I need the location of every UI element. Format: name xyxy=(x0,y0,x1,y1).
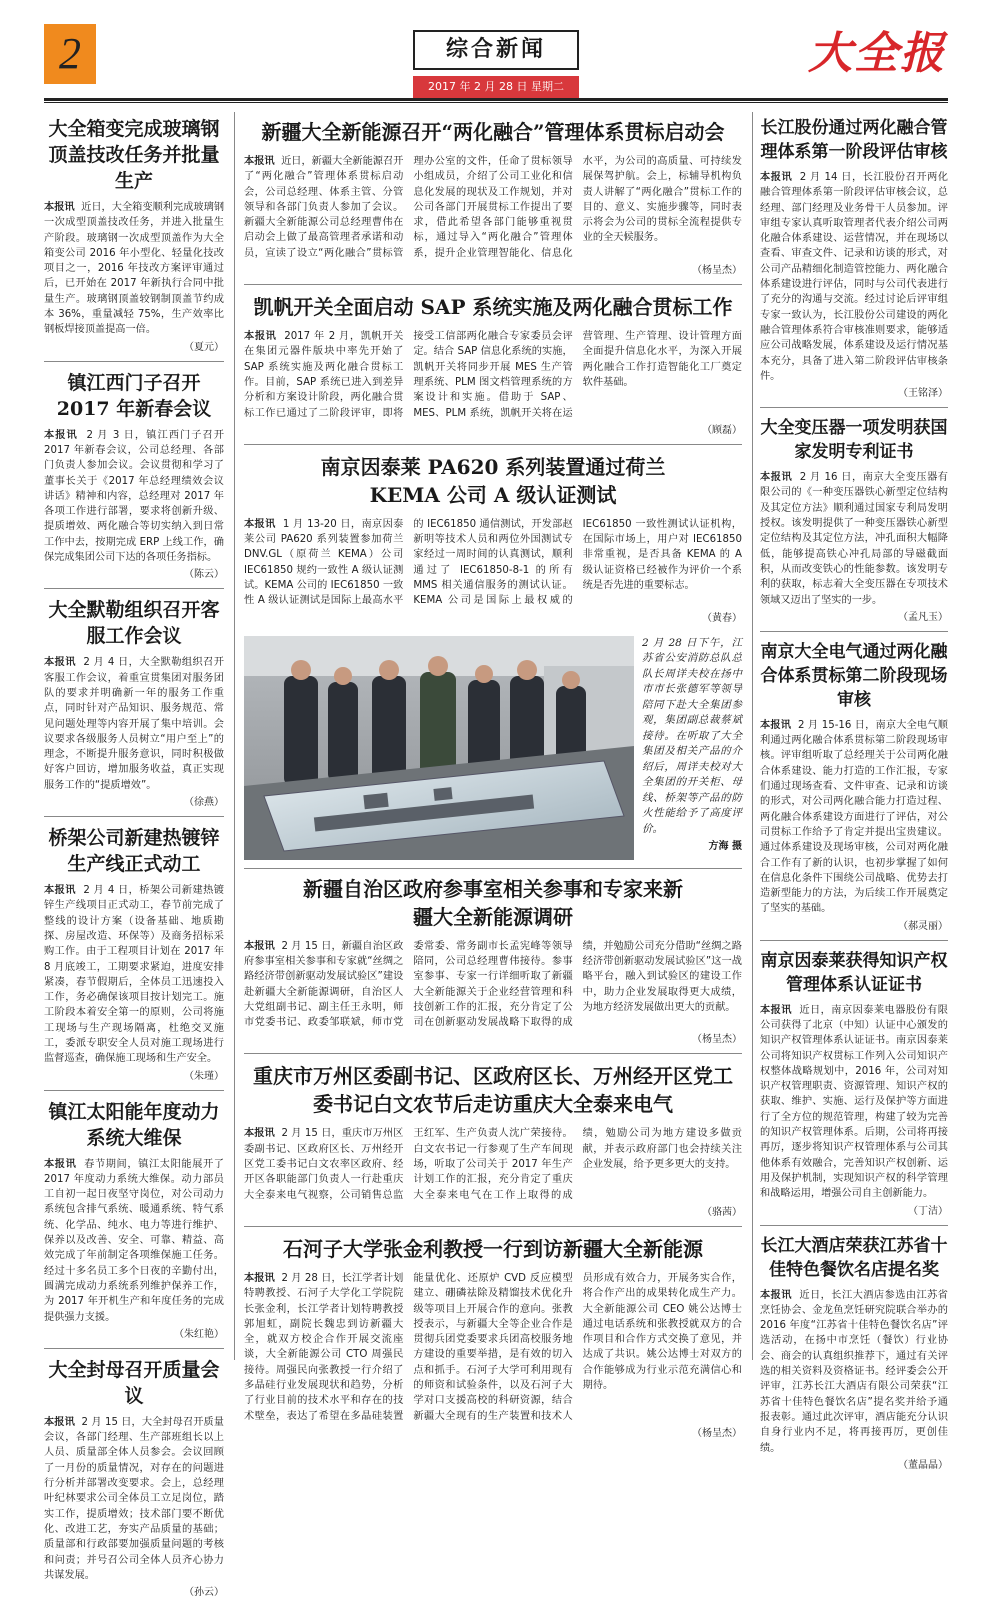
headline: 石河子大学张金利教授一行到访新疆大全新能源 xyxy=(283,1236,703,1261)
divider xyxy=(44,588,224,589)
article-body: 本报讯 近日，大全箱变顺利完成玻璃钢一次成型顶盖技改任务，并进入批量生产阶段。玻璃钢一次成型顶盖作为大全箱变公司 2016 年小型化、轻量化技改项目之一，2016 年技改方案评审通过后，已开始在 2017 年新执行合同中批量生产。玻璃钢顶盖较钢制顶盖节约成本 36%，重量减轻 75%，生产效率比钢板焊接顶盖提高一倍。 xyxy=(44,202,225,336)
news-photo xyxy=(244,636,634,860)
article-body: 本报讯 春节期间，镇江太阳能展开了 2017 年度动力系统大维保。动力部员工自初一起日夜坚守岗位，对公司动力系统包含排气系统、暖通系统、特气系统、化学品、纯水、电力等进行维护、保养以及改善、安全、可靠、精益、高效完成了年前制定各项维保施工任务。经过十多名员工多个日夜的辛勤付出，圆满完成动力系统系列维护保养工作，为 2017 年开机生产和年度任务的完成提供强力支援。 xyxy=(44,1158,224,1323)
divider xyxy=(760,1225,948,1226)
column-divider-right xyxy=(752,112,753,1360)
headline: 南京因泰莱获得知识产权管理体系认证证书 xyxy=(760,950,948,995)
author: （董晶晶） xyxy=(898,1459,948,1471)
headline: 大全箱变完成玻璃钢顶盖技改任务并批量生产 xyxy=(48,118,220,192)
divider xyxy=(244,868,742,869)
author: （夏元） xyxy=(184,341,224,353)
header-rule xyxy=(44,98,948,101)
article-body: 本报讯 2 月 3 日，镇江西门子召开 2017 年新春会议，公司总经理、各部门负责人参加会议。会议贯彻和学习了董事长关于《2017 年总经理绩效会议讲话》精神和内容，总经理对 2017 年各项工作进行部署，要求将创新升级、提质增效、两化融合等切实纳入到日常工作中去，按期完成 ERP 上线工作，确保完成集团公司下达的各项任务指标。 xyxy=(44,429,224,564)
article xyxy=(244,293,742,436)
header-rule-thin xyxy=(44,102,948,103)
page-number: 2 xyxy=(44,24,96,84)
article-body: 本报讯 2017 年 2 月，凯帆开关在集团元器件版块中率先开始了 SAP 系统实施及两化融合贯标工作。目前，SAP 系统已进入到差异分析和方案设计阶段，两化融合贯标工作已通过了二阶段评审，即将接受工信部两化融合专家委员会评定。结合 SAP 信息化系统的实施，凯帆开关将同步开展 MES 生产管理系统、PLM 图文档管理系统的方案设计和实施。借助于 SAP、MES、PLM 系统，凯帆开关将在运营管理、生产管理、设计管理方面全面提升信息化水平，为深入开展两化融合工作打造智能化工厂奠定软件基础。 xyxy=(244,331,742,419)
article-body: 本报讯 近日，南京因泰莱电器股份有限公司获得了北京（中知）认证中心颁发的知识产权管理体系认证证书。南京因泰莱公司将知识产权贯标工作列入公司知识产权整体战略规划中，2016 年，公司对知识产权管理职责、资源管理、知识产权的获取、维护、实施、运行及保护等方面进行了全方位的规范管理，构建了较为完善的知识产权管理体系。后期，公司将再接再厉，逐步将知识产权管理体系与公司其他体系有效融合，完善知识产权创新、运用及保护机制，实现知识产权的科学管理和战略运用，增强公司自主创新能力。 xyxy=(760,1004,948,1200)
center-column xyxy=(244,116,742,1439)
article xyxy=(244,1062,742,1217)
headline: 重庆市万州区委副书记、区政府区长、万州经开区党工委书记白文农节后走访重庆大全泰来电气 xyxy=(253,1064,733,1117)
headline: 镇江太阳能年度动力系统大维保 xyxy=(48,1100,220,1149)
headline: 新疆自治区政府参事室相关参事和专家来新疆大全新能源调研 xyxy=(303,876,683,929)
divider xyxy=(244,1053,742,1054)
article-body: 本报讯 2 月 15-16 日，南京大全电气顺利通过两化融合体系贯标第二阶段现场审核。评审组听取了总经理关于公司两化融合体系建设、能力打造的工作汇报，专家们通过现场查看、文件审查、记录和访谈的形式，对公司两化融合能力打造过程、两化融合体系建设方面进行了评估，对公司贯标工作给予了肯定并提出宝贵建议。通过体系建设及现场审核，公司对两化融合工作有了新的认识，也初步掌握了如何在信息化条件下围绕公司战略、优势去打造新型能力的方法，为后续工作开展奠定了坚实的基础。 xyxy=(760,719,948,915)
headline: 长江股份通过两化融合管理体系第一阶段评估审核 xyxy=(760,118,948,162)
photo-block xyxy=(244,636,742,860)
headline: 大全变压器一项发明获国家发明专利证书 xyxy=(760,418,948,463)
article xyxy=(44,1099,224,1340)
article xyxy=(244,875,742,1046)
right-column xyxy=(760,116,948,1471)
headline: 凯帆开关全面启动 SAP 系统实施及两化融合贯标工作 xyxy=(253,295,733,320)
article xyxy=(44,825,224,1082)
article xyxy=(760,949,948,1217)
photo-caption: 2 月 28 日下午，江苏省公安消防总队总队长周详夫校在扬中市市长张德军等领导陪同下赴大全集团参观，集团副总裁蔡斌接待。在听取了大全集团及相关产品的介绍后，周详夫校对大全集团的开关柜、母线、桥架等产品的防火性能给予了高度评价。 xyxy=(642,636,742,835)
divider xyxy=(244,284,742,285)
article-body: 本报讯 近日，新疆大全新能源召开了“两化融合”管理体系贯标启动会，公司总经理、体系主管、分管领导和各部门负责人参加了会议。新疆大全新能源公司总经理曹伟在启动会上做了最高管理者承诺和动员，宣读了设立“两化融合”贯标管理办公室的文件，任命了贯标领导小组成员，介绍了公司工业化和信息化发展的现状及工作规划，并对公司各部门开展贯标工作提出了要求，借此希望各部门能够重视贯标，通过导入“两化融合”管理体系，提升企业管理智能化、信息化水平，为公司的高质量、可持续发展保驾护航。会上，标辅导机构负责人讲解了“两化融合”贯标工作的目的、意义、实施步骤等，同时表示将会为公司的贯标全流程提供专业的全天候服务。 xyxy=(244,156,742,259)
article xyxy=(244,453,742,624)
divider xyxy=(44,361,224,362)
issue-date: 2017 年 2 月 28 日 星期二 xyxy=(413,76,579,98)
article-body: 本报讯 2 月 28 日，长江学者计划特聘教授、石河子大学化工学院院长张金利，长江学者计划特聘教授郭旭虹，副院长魏忠到访新疆大全，就双方校企合作开展交流座谈，大全新能源公司 CTO 周强民接待。周强民向张教授一行介绍了多晶硅行业发展现状和趋势，分析了行业目前的技术水平和存在的技术壁垒，表达了希望在多晶硅装置能量优化、还原炉 CVD 反应模型建立、硼磷祛除及精馏技术优化升级等项目上开展合作的意向。张教授表示，与新疆大全等企业合作是贯彻兵团党委要求兵团高校服务地方建设的重要举措，是有效的切入点和抓手。石河子大学可利用现有的师资和试验条件，以及石河子大学对口支援高校的科研资源，结合新疆大全现有的生产装置和技术人员形成有效合力，开展务实合作，将合作产出的成果转化成生产力。大全新能源公司 CEO 姚公达博士通过电话系统和张教授就双方的合作项目和合作方式交换了意见，并达成了共识。姚公达博士对双方的合作能够成为行业示范充满信心和期待。 xyxy=(244,1272,742,1422)
article-body: 本报讯 2 月 15 日，大全封母召开质量会议，各部门经理、生产部班组长以上人员、质量部全体人员参会。会议回顾了一月份的质量情况，对存在的问题进行分析并部署改变要求。会上，总经理叶纪林要求公司全体员工立足岗位，踏实工作，提质增效；技术部门要不断优化、改进工艺，夯实产品质量的基础；质量部和行政部要加强质量问题的考核和问责；并号召公司全体人员齐心协力共谋发展。 xyxy=(44,1416,224,1581)
column-divider-left xyxy=(234,112,235,1360)
article xyxy=(244,118,742,276)
author: （骆茜） xyxy=(702,1206,742,1218)
author: （徐燕） xyxy=(184,797,224,809)
headline: 镇江西门子召开2017 年新春会议 xyxy=(56,371,212,420)
section-title: 综合新闻 xyxy=(413,30,579,70)
article xyxy=(44,370,224,581)
author: （孟凡玉） xyxy=(898,611,948,623)
photographer: 方海 摄 xyxy=(708,841,742,853)
divider xyxy=(760,407,948,408)
article xyxy=(760,416,948,623)
article xyxy=(44,597,224,808)
divider xyxy=(244,444,742,445)
left-column xyxy=(44,116,224,1598)
author: （杨呈杰） xyxy=(692,265,742,277)
author: （黄春） xyxy=(702,612,742,624)
author: （郝灵丽） xyxy=(898,920,948,932)
article-body: 本报讯 2 月 14 日，长江股份召开两化融合管理体系第一阶段评估审核会议，总经理、部门经理及业务骨干人员参加。评审组专家认真听取管理者代表介绍公司两化融合体系建设、运营情况，并在现场以查看、审查文件、记录和访谈的形式，对公司产品精细化制造管控能力、两化融合体系建设进行评估，同时与公司代表进行了充分的沟通与交流。经过讨论后评审组专家一致认为，长江股份公司建设的两化融合管理体系符合审核准则要求，能够适应公司战略发展，体系建设及运行情况基本充分，具备了进入第二阶段评估审核条件。 xyxy=(760,172,948,382)
divider xyxy=(44,816,224,817)
author: （朱红艳） xyxy=(174,1328,224,1340)
article-body: 本报讯 2 月 16 日，南京大全变压器有限公司的《一种变压器铁心新型定位结构及其定位方法》顺利通过国家专利局发明授权。该发明提供了一种变压器铁心新型定位结构及其定位方法，冲孔面积大幅降低，能够提高铁心冲孔局部的导磁截面积，从而改变铁心的性能参数。该发明专利的获取，标志着大全变压器在专项技术领域又迈出了坚实的一步。 xyxy=(760,472,948,606)
article xyxy=(44,116,224,353)
headline: 大全默勒组织召开客服工作会议 xyxy=(48,599,220,648)
author: （顾磊） xyxy=(702,424,742,436)
headline: 长江大酒店荣获江苏省十佳特色餐饮名店提名奖 xyxy=(760,1235,948,1280)
divider xyxy=(44,1090,224,1091)
article xyxy=(760,640,948,932)
exhibition-photo-icon xyxy=(244,636,634,860)
author: （杨呈杰） xyxy=(692,1034,742,1046)
article-body: 本报讯 2 月 4 日，桥架公司新建热镀锌生产线项目正式动工，春节前完成了整线的设计方案（设备基础、地质勘探、房屋改造、环保等）及商务招标采购工作。由于工程项目计划在 2017 年 8 月底竣工，工期要求紧迫，进度安排紧凑，春节假期后，全体员工迅速投入工作，务必确保该项目按计划完工。施工阶段本着安全第一的原则，公司将施工现场与生产现场隔离，杜绝交叉施工，委派专职安全人员对施工现场进行监督巡查，确保施工现场和生产安全。 xyxy=(44,885,224,1065)
author: （朱瑾） xyxy=(184,1070,224,1082)
article-body: 本报讯 2 月 15 日，新疆自治区政府参事室相关参事和专家就“丝绸之路经济带创新驱动发展试验区”建设赴新疆大全新能源调研，自治区人大党组副书记、副主任王永明，师市党委书记、政委邹联斌，师市党委常委、常务副市长孟宪峰等领导陪同，公司总经理曹伟接待。参事室参事、专家一行详细听取了新疆大全新能源关于企业经营管理和科技创新工作的汇报，充分肯定了公司在创新驱动发展战略下取得的成绩，并勉励公司充分借助“丝绸之路经济带创新驱动发展试验区”这一战略平台，融入到试验区的建设工作中，助力企业发展取得更大成绩，为地方经济发展做出更大的贡献。 xyxy=(244,940,742,1029)
article-body: 本报讯 近日，长江大酒店参选由江苏省烹饪协会、金龙鱼烹饪研究院联合举办的 2016 年度“江苏省十佳特色餐饮名店”评选活动，在扬中市烹饪（餐饮）行业协会、商会的认真组织推荐下，通过有关评选的相关资料及资格证书。经评委会公开评审，江苏长江大酒店有限公司荣获“江苏省十佳特色餐饮名店”提名奖并给予通报表彰。通过此次评审，酒店能充分认识自身行业内不足，将再接再厉，更创佳绩。 xyxy=(760,1289,948,1454)
article-body: 本报讯 1 月 13-20 日，南京因泰莱公司 PA620 系列装置参加荷兰 DNV.GL（原荷兰 KEMA）公司 IEC61850 规约一致性 A 级认证测试。KEMA 公司的 IEC61850 一致性 A 级认证测试是国际上最高水平的 IEC61850 通信测试，开发部赵新明等技术人员和两位外国测试专家经过一周时间的认真测试，顺利通过了 IEC61850-8-1 的所有 MMS 相关通信服务的测试认证。KEMA 公司是国际上最权威的 IEC61850 一致性测试认证机构，在国际市场上，用户对 IEC61850 非常重视，是否具备 KEMA 的 A 级认证资格已经被作为评价一个系统是否先进的重要标志。 xyxy=(244,518,742,607)
author: （王铭泽） xyxy=(898,388,948,400)
headline: 大全封母召开质量会议 xyxy=(48,1358,220,1407)
article xyxy=(244,1235,742,1439)
divider xyxy=(44,1348,224,1349)
photo-caption-block xyxy=(642,636,742,860)
divider xyxy=(760,940,948,941)
article-body: 本报讯 2 月 15 日，重庆市万州区委副书记、区政府区长、万州经开区党工委书记白文农率区政府、经开区各职能部门负责人一行赴重庆大全泰来电气视察，公司销售总监王红军、生产负责人沈广荣接待。白文农书记一行参观了生产车间现场，听取了公司关于 2017 年生产计划工作的汇报，充分肯定了重庆大全泰来电气在工作上取得的成绩，勉励公司为地方建设多做贡献，并表示政府部门也会持续关注企业发展，给予更多更大的支持。 xyxy=(244,1128,742,1201)
headline: 新疆大全新能源召开“两化融合”管理体系贯标启动会 xyxy=(261,120,725,144)
author: （丁洁） xyxy=(908,1205,948,1217)
headline: 南京因泰莱 PA620 系列装置通过荷兰 KEMA 公司 A 级认证测试 xyxy=(320,454,666,507)
article xyxy=(44,1357,224,1598)
author: （杨呈杰） xyxy=(692,1427,742,1439)
author: （陈云） xyxy=(184,569,224,581)
divider xyxy=(244,1226,742,1227)
article xyxy=(760,1234,948,1471)
headline: 南京大全电气通过两化融合体系贯标第二阶段现场审核 xyxy=(760,641,948,710)
newspaper-logo: 大全报 xyxy=(808,28,946,79)
article xyxy=(760,116,948,399)
headline: 桥架公司新建热镀锌生产线正式动工 xyxy=(48,827,220,876)
article-body: 本报讯 2 月 4 日，大全默勒组织召开客服工作会议，着重宣贯集团对服务团队的要求并明确新一年的服务工作重点，同时针对产品知识、服务规范、常见问题处理等内容开展了集中培训。会议要求各级服务人员树立“用户至上”的理念，不断提升服务意识，同时积极做好客户回访，增加服务收益，真正实现服务工作的“提质增效”。 xyxy=(44,657,224,791)
author: （孙云） xyxy=(184,1587,224,1598)
divider xyxy=(760,631,948,632)
